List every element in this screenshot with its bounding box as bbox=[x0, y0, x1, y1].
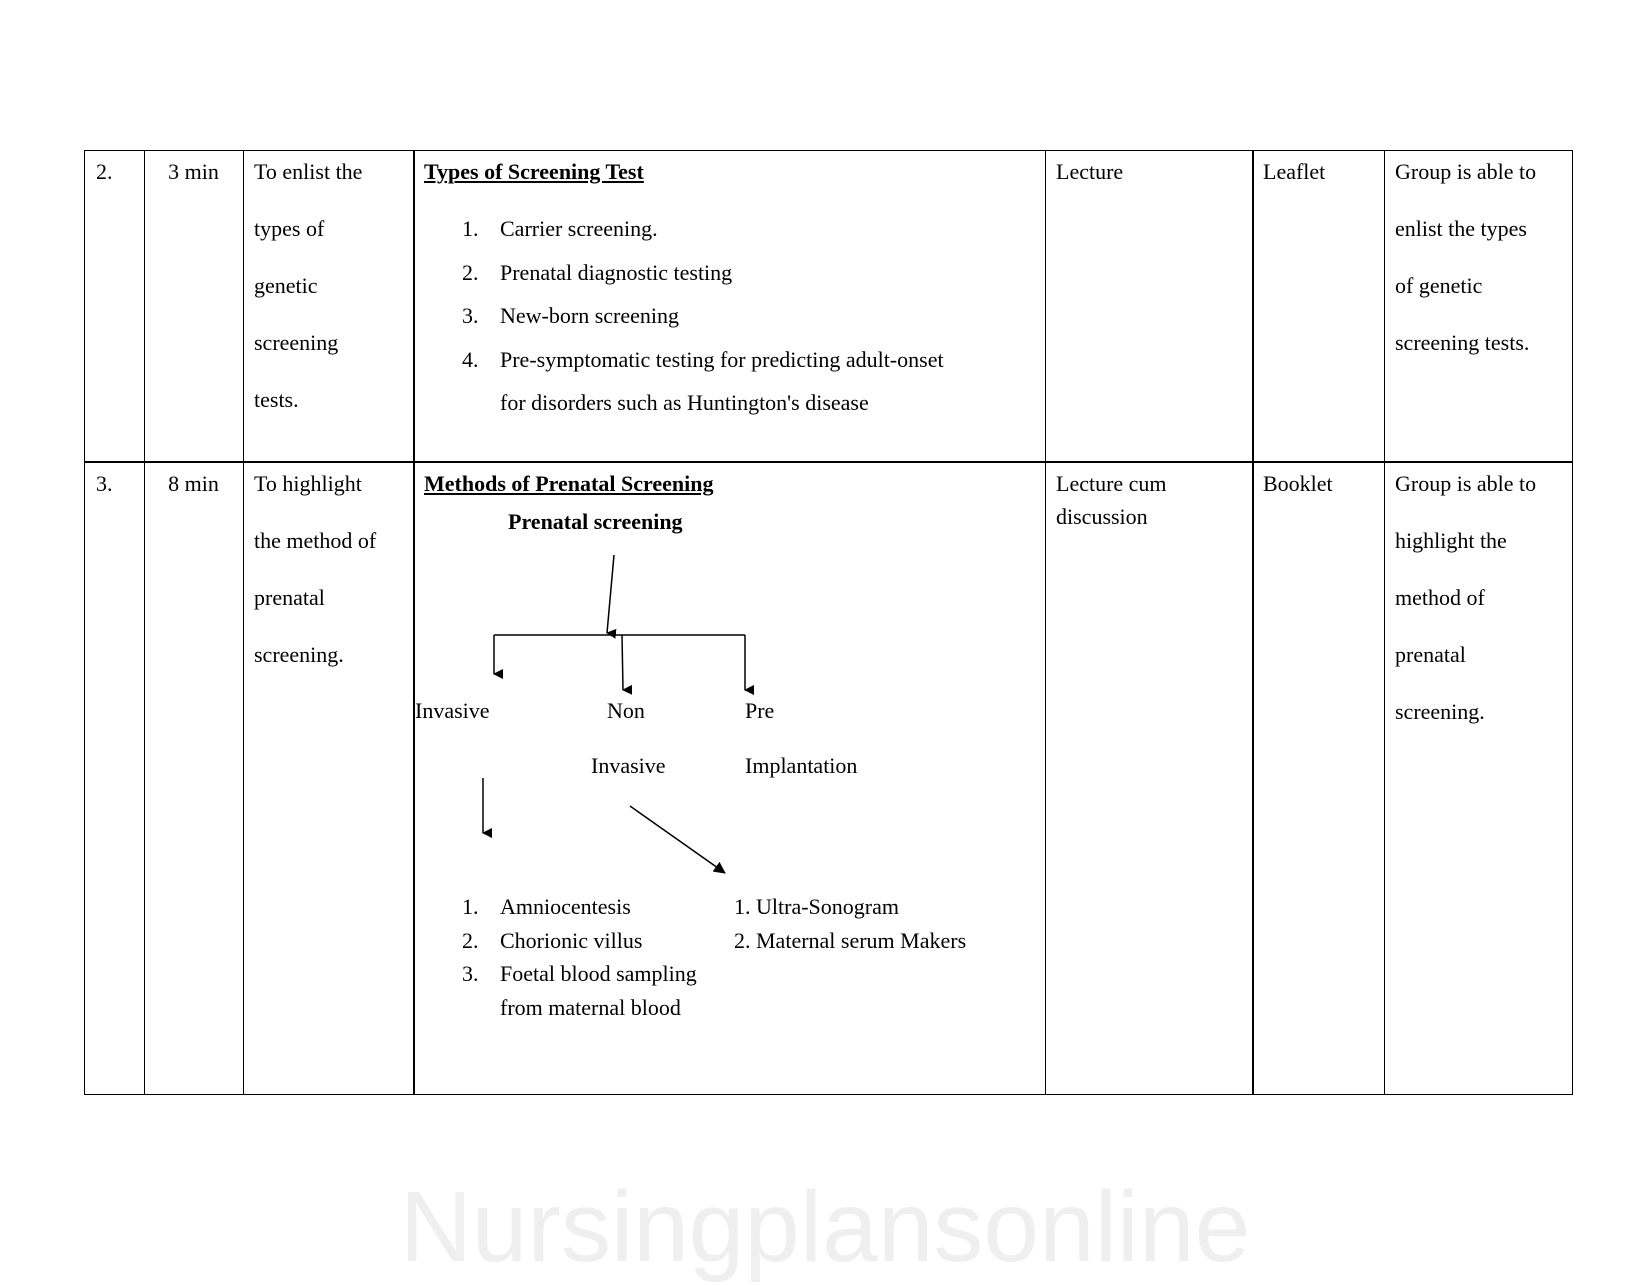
diagram-root-label: Prenatal screening bbox=[508, 509, 683, 534]
lesson-plan-table bbox=[84, 150, 1573, 1095]
list-item: 2. Prenatal diagnostic testing bbox=[462, 259, 733, 285]
root-arrow bbox=[607, 555, 614, 633]
objective-line: types of bbox=[254, 216, 325, 241]
row-2-time: 3 min bbox=[168, 159, 219, 184]
row-3-method bbox=[1045, 463, 1252, 537]
list-item: from maternal blood bbox=[500, 994, 681, 1020]
row-2-av-aid: Leaflet bbox=[1263, 159, 1326, 184]
col-divider bbox=[1252, 151, 1254, 1094]
objective-line: prenatal bbox=[254, 585, 325, 610]
row-3-time: 8 min bbox=[168, 471, 219, 496]
row-2-evaluation bbox=[1384, 139, 1574, 375]
method-line: discussion bbox=[1056, 504, 1148, 529]
invasive-methods-list bbox=[462, 890, 697, 1024]
list-item: 4. Pre-symptomatic testing for predicting adult-onset bbox=[462, 346, 944, 372]
col-divider bbox=[144, 151, 145, 1094]
list-item: 2. Chorionic villus bbox=[462, 927, 643, 953]
objective-line: genetic bbox=[254, 273, 318, 298]
evaluation-line: Group is able to bbox=[1395, 159, 1537, 184]
row-2-content-heading: Types of Screening Test bbox=[424, 159, 644, 184]
list-item: 1. Carrier screening. bbox=[462, 216, 658, 241]
evaluation-line: prenatal bbox=[1395, 642, 1466, 667]
row-3-av-aid: Booklet bbox=[1263, 471, 1333, 496]
evaluation-line: screening tests. bbox=[1395, 330, 1530, 355]
evaluation-line: Group is able to bbox=[1395, 471, 1537, 496]
non-invasive-arrow bbox=[622, 635, 623, 690]
row-3-content-heading: Methods of Prenatal Screening bbox=[424, 471, 714, 496]
list-item: 1. Ultra-Sonogram bbox=[734, 894, 899, 919]
branch-non-invasive-label-2: Invasive bbox=[591, 753, 666, 778]
objective-line: tests. bbox=[254, 387, 299, 412]
list-item: 3. New-born screening bbox=[462, 303, 679, 328]
branch-non-invasive-label-1: Non bbox=[607, 698, 645, 723]
evaluation-line: of genetic bbox=[1395, 273, 1483, 298]
evaluation-line: highlight the bbox=[1395, 528, 1507, 553]
objective-line: To enlist the bbox=[254, 159, 363, 184]
branch-pre-implantation-label-2: Implantation bbox=[745, 753, 858, 778]
non-invasive-diag-arrow bbox=[630, 806, 725, 873]
objective-line: To highlight bbox=[254, 471, 362, 496]
watermark: Nursingplansonline bbox=[399, 1171, 1251, 1283]
row-2-objective bbox=[243, 139, 413, 432]
objective-line: screening. bbox=[254, 642, 344, 667]
non-invasive-methods-list bbox=[734, 890, 966, 957]
row-3-sno: 3. bbox=[96, 471, 113, 496]
evaluation-line: screening. bbox=[1395, 699, 1485, 724]
list-item: 2. Maternal serum Makers bbox=[734, 927, 967, 953]
list-item: 1. Amniocentesis bbox=[462, 894, 631, 919]
col-divider bbox=[1045, 151, 1046, 1094]
row-3-objective bbox=[243, 451, 413, 687]
list-item: 3. Foetal blood sampling bbox=[462, 961, 697, 986]
screening-types-list bbox=[462, 207, 944, 425]
method-line: Lecture cum bbox=[1056, 471, 1167, 496]
row-2-method: Lecture bbox=[1056, 159, 1124, 184]
prenatal-screening-diagram bbox=[415, 463, 1043, 1093]
objective-line: screening bbox=[254, 330, 339, 355]
objective-line: the method of bbox=[254, 528, 377, 553]
branch-pre-implantation-label-1: Pre bbox=[745, 698, 775, 723]
row-2-sno: 2. bbox=[96, 159, 113, 184]
branch-invasive-label: Invasive bbox=[415, 698, 490, 723]
list-item: for disorders such as Huntington's disease bbox=[500, 390, 869, 415]
row-3-evaluation bbox=[1384, 451, 1574, 744]
evaluation-line: enlist the types bbox=[1395, 216, 1527, 241]
evaluation-line: method of bbox=[1395, 585, 1485, 610]
